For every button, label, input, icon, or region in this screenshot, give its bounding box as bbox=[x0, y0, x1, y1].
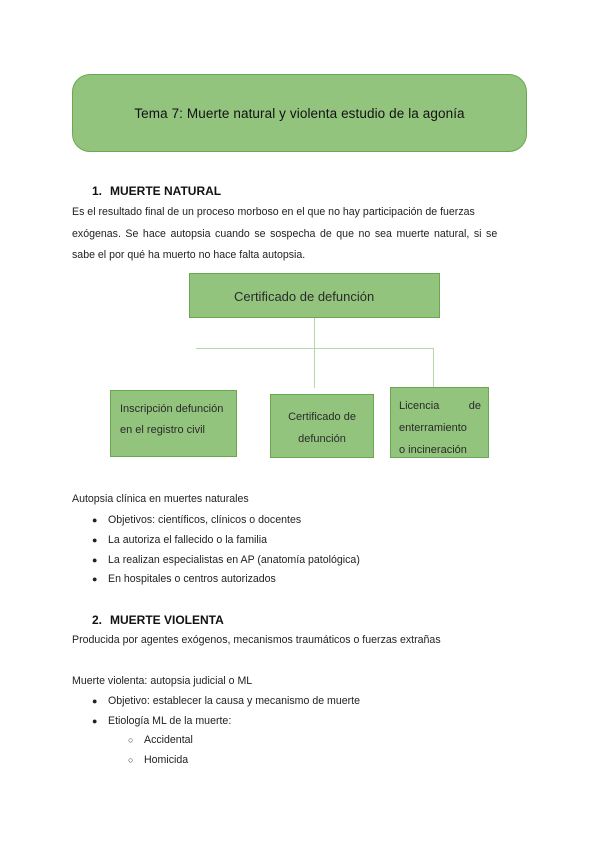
diagram-box-licencia bbox=[390, 387, 489, 458]
diagram-connector-right bbox=[433, 348, 434, 387]
section-1-heading bbox=[92, 184, 221, 198]
circle-bullet-icon: ○ bbox=[128, 735, 134, 745]
diagram-connector-horizontal bbox=[196, 348, 434, 349]
bullet-icon: ● bbox=[92, 574, 98, 584]
autopsia-judicial-intro: Muerte violenta: autopsia judicial o ML bbox=[72, 675, 253, 687]
list-item-text: Objetivo: establecer la causa y mecanismo de muerte bbox=[108, 695, 361, 707]
diagram-box-licencia-word-2: de bbox=[468, 400, 481, 412]
section-2-title: MUERTE VIOLENTA bbox=[110, 613, 224, 627]
diagram-box-inscripcion-line-1: Inscripción defunción bbox=[120, 403, 224, 415]
diagram-box-licencia-line-2: enterramiento bbox=[399, 422, 467, 434]
sub-list-item bbox=[128, 754, 188, 766]
document-title: Tema 7: Muerte natural y violenta estudio de la agonía bbox=[134, 105, 465, 121]
list-item-text: Etiología ML de la muerte: bbox=[108, 715, 232, 727]
diagram-box-licencia-line-1 bbox=[399, 395, 481, 417]
bullet-icon: ● bbox=[92, 696, 98, 706]
list-item-text: En hospitales o centros autorizados bbox=[108, 573, 276, 585]
section-1-paragraph-line-3: sabe el por qué ha muerto no hace falta autopsia. bbox=[72, 249, 306, 261]
diagram-box-certificado-defuncion-line-1: Certificado de bbox=[288, 411, 356, 423]
section-2-heading bbox=[92, 613, 224, 627]
list-item bbox=[92, 514, 301, 526]
section-1-number: 1. bbox=[92, 184, 103, 198]
sub-list-item bbox=[128, 734, 193, 746]
list-item-text: La autoriza el fallecido o la familia bbox=[108, 534, 267, 546]
title-box bbox=[72, 74, 527, 152]
list-item bbox=[92, 573, 276, 585]
bullet-icon: ● bbox=[92, 555, 98, 565]
section-1-paragraph-line-2: exógenas. Se hace autopsia cuando se sospecha de que no sea muerte natural, si se bbox=[72, 228, 498, 240]
section-2-number: 2. bbox=[92, 613, 103, 627]
list-item bbox=[92, 534, 267, 546]
list-item-text: Objetivos: científicos, clínicos o docentes bbox=[108, 514, 302, 526]
section-1-title: MUERTE NATURAL bbox=[110, 184, 222, 198]
list-item-text: La realizan especialistas en AP (anatomía patológica) bbox=[108, 554, 360, 566]
diagram-box-inscripcion-line-2: en el registro civil bbox=[120, 424, 205, 436]
diagram-box-certificado-defuncion-line-2: defunción bbox=[298, 433, 346, 445]
diagram-box-certificado-defuncion bbox=[270, 394, 374, 458]
list-item bbox=[92, 715, 231, 727]
section-2-paragraph: Producida por agentes exógenos, mecanismos traumáticos o fuerzas extrañas bbox=[72, 634, 441, 646]
diagram-box-inscripcion bbox=[110, 390, 237, 457]
diagram-connector-vertical bbox=[314, 318, 315, 388]
circle-bullet-icon: ○ bbox=[128, 755, 134, 765]
bullet-icon: ● bbox=[92, 716, 98, 726]
sub-list-item-text: Homicida bbox=[144, 754, 189, 766]
diagram-box-certificado bbox=[189, 273, 440, 318]
list-item bbox=[92, 695, 360, 707]
diagram-box-certificado-label: Certificado de defunción bbox=[234, 289, 375, 304]
section-1-paragraph-line-1: Es el resultado final de un proceso morboso en el que no hay participación de fuerzas bbox=[72, 206, 475, 218]
diagram-box-licencia-line-3: o incineración bbox=[399, 444, 467, 456]
bullet-icon: ● bbox=[92, 515, 98, 525]
autopsia-clinica-intro: Autopsia clínica en muertes naturales bbox=[72, 493, 249, 505]
sub-list-item-text: Accidental bbox=[144, 734, 193, 746]
diagram-box-licencia-word-1: Licencia bbox=[399, 400, 440, 412]
bullet-icon: ● bbox=[92, 535, 98, 545]
list-item bbox=[92, 554, 360, 566]
